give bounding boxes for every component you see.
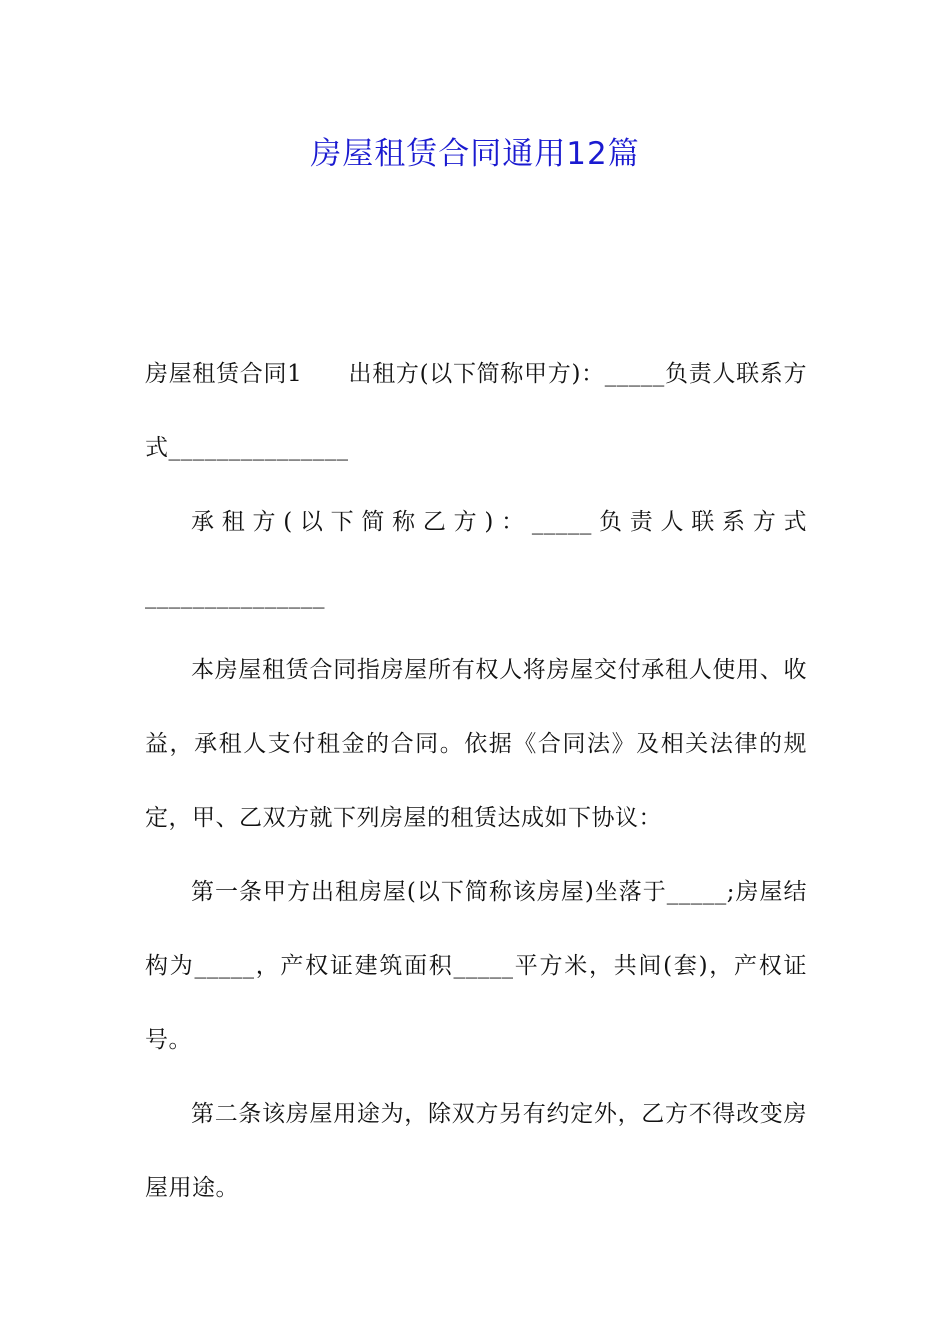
document-body xyxy=(145,337,807,1225)
paragraph-1-text: 出租方(以下简称甲方)：_____负责人联系方式_______________ xyxy=(145,361,807,461)
paragraph-3: 本房屋租赁合同指房屋所有权人将房屋交付承租人使用、收益，承租人支付租金的合同。依据《合同法》及相关法律的规定，甲、乙双方就下列房屋的租赁达成如下协议： xyxy=(145,657,807,831)
paragraph-2: 承租方(以下简称乙方)：_____负责人联系方式_______________ xyxy=(145,509,807,609)
paragraph-1 xyxy=(145,337,807,485)
paragraph-4: 第一条甲方出租房屋(以下简称该房屋)坐落于_____;房屋结构为_____，产权证建筑面积_____平方米，共间(套)，产权证号。 xyxy=(145,879,807,1053)
paragraph-5: 第二条该房屋用途为，除双方另有约定外，乙方不得改变房屋用途。 xyxy=(145,1101,807,1201)
document-title: 房屋租赁合同通用12篇 xyxy=(310,136,640,172)
contract-heading: 房屋租赁合同1 xyxy=(145,361,303,387)
